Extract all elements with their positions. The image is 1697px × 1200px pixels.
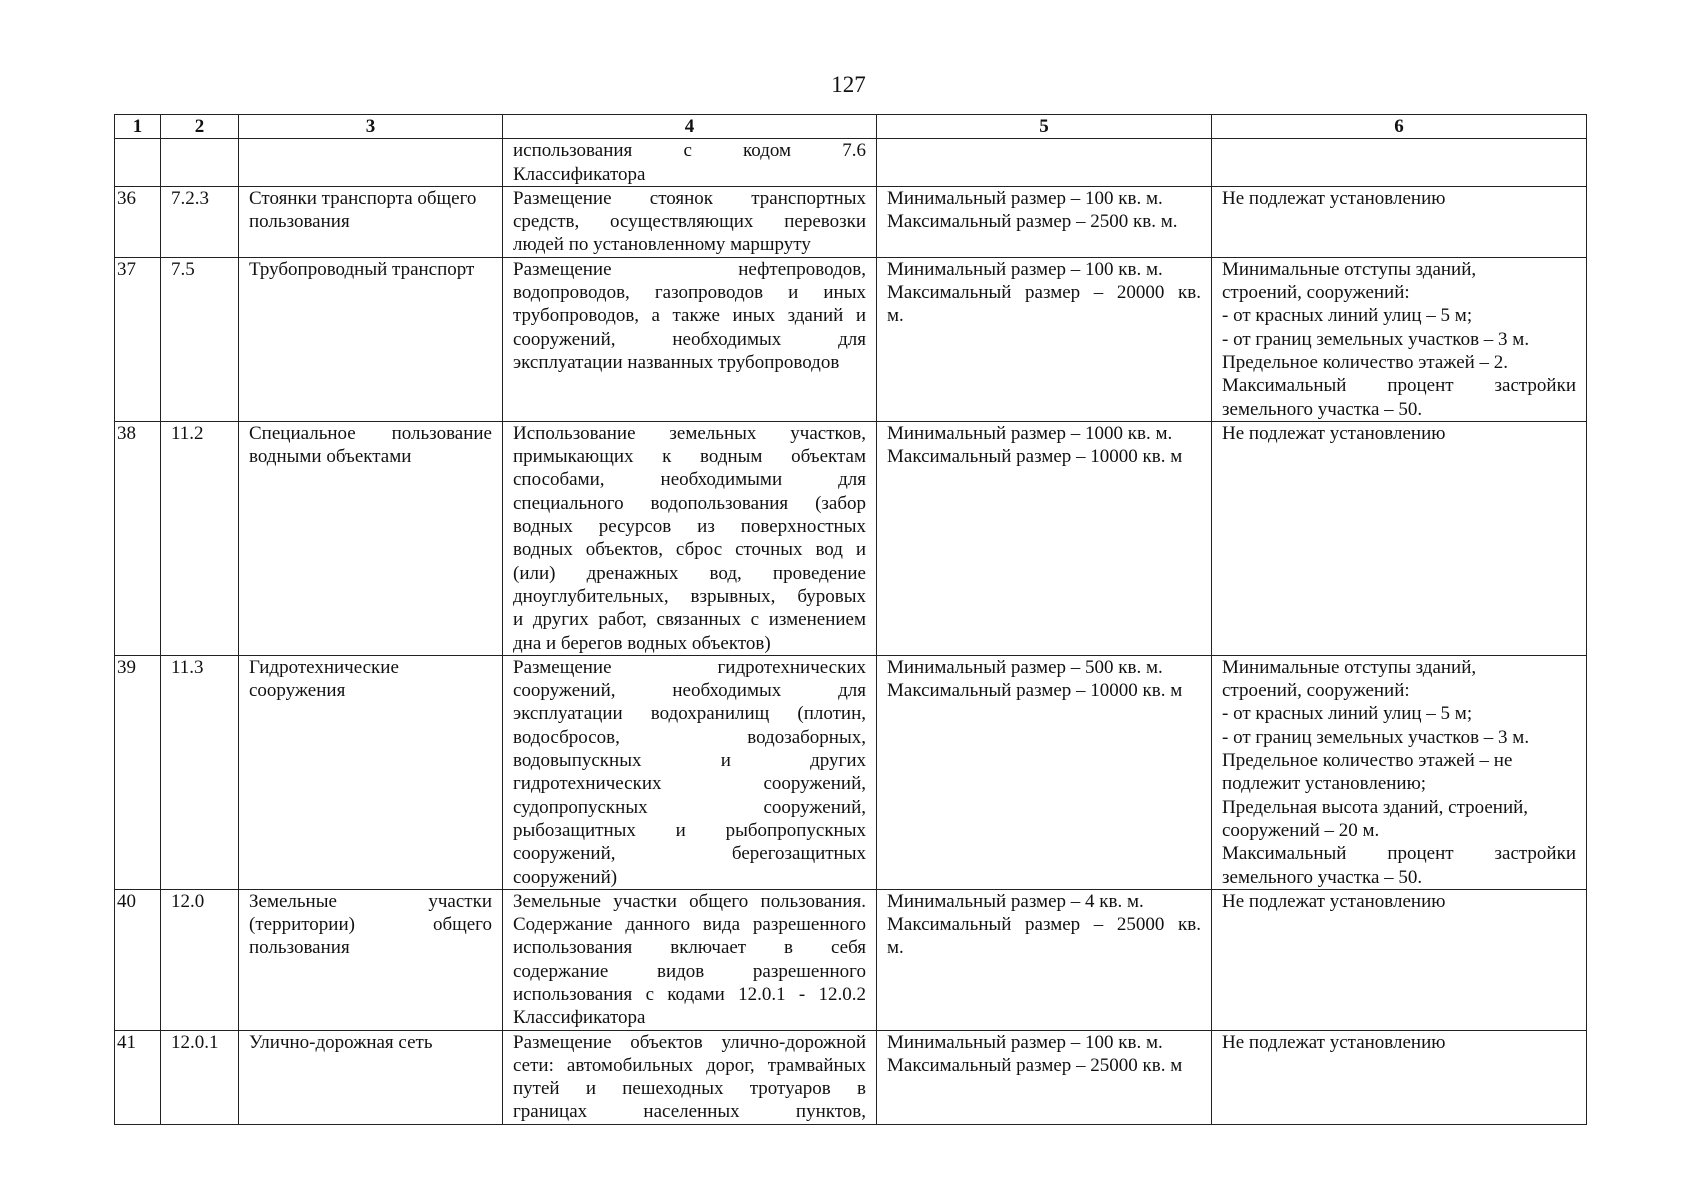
- cell-text-line: - от красных линий улиц – 5 м;: [1222, 305, 1473, 327]
- cell-text-line: строений, сооружений:: [1222, 282, 1410, 304]
- building-parameters-cell: [1212, 1030, 1587, 1124]
- use-description-cell: [503, 139, 877, 187]
- header-col-5: 5: [877, 115, 1212, 139]
- cell-text-line: Минимальный размер – 4 кв. м.: [887, 890, 1144, 912]
- cell-text-line: сооружений, необходимых для: [513, 680, 866, 702]
- cell-text-line: пользования: [249, 937, 350, 959]
- table-row: [115, 139, 1587, 187]
- table-row: [115, 257, 1587, 421]
- cell-text-line: Минимальные отступы зданий,: [1222, 258, 1477, 280]
- use-type-name-cell: [239, 139, 503, 187]
- cell-text-line: людей по установленному маршруту: [513, 234, 811, 256]
- cell-text-line: Предельная высота зданий, строений,: [1222, 796, 1529, 818]
- building-parameters-cell: [1212, 139, 1587, 187]
- building-parameters-cell: [1212, 421, 1587, 655]
- plot-size-cell: [877, 421, 1212, 655]
- cell-text-line: специального водопользования (забор: [513, 492, 866, 514]
- cell-text-line: Минимальный размер – 1000 кв. м.: [887, 422, 1173, 444]
- header-col-1: 1: [115, 115, 161, 139]
- building-parameters-cell: [1212, 186, 1587, 257]
- cell-text-line: Размещение нефтепроводов,: [513, 258, 866, 280]
- row-number-cell: 39: [115, 655, 161, 889]
- cell-text-line: водосбросов, водозаборных,: [513, 726, 866, 748]
- cell-text-line: границах населенных пунктов,: [513, 1101, 866, 1123]
- cell-text-line: Стоянки транспорта общего: [249, 187, 477, 209]
- cell-text-line: (территории) общего: [249, 914, 492, 936]
- header-col-6: 6: [1212, 115, 1587, 139]
- table-row: [115, 655, 1587, 889]
- cell-text-line: - от границ земельных участков – 3 м.: [1222, 328, 1530, 350]
- cell-text-line: Земельные участки общего пользования.: [513, 890, 866, 912]
- cell-text-line: Гидротехнические: [249, 656, 399, 678]
- table-row: [115, 889, 1587, 1030]
- cell-text-line: пользования: [249, 211, 350, 233]
- header-col-2: 2: [161, 115, 239, 139]
- cell-text-line: Размещение объектов улично-дорожной: [513, 1031, 866, 1053]
- cell-text-line: Максимальный процент застройки: [1222, 375, 1576, 397]
- cell-text-line: гидротехнических сооружений,: [513, 773, 866, 795]
- use-type-name-cell: [239, 1030, 503, 1124]
- cell-text-line: водных ресурсов из поверхностных: [513, 516, 866, 538]
- plot-size-cell: [877, 186, 1212, 257]
- use-type-name-cell: [239, 655, 503, 889]
- building-parameters-cell: [1212, 889, 1587, 1030]
- use-description-cell: [503, 257, 877, 421]
- cell-text-line: подлежит установлению;: [1222, 773, 1427, 795]
- classifier-code-cell: [161, 139, 239, 187]
- use-type-name-cell: [239, 421, 503, 655]
- cell-text-line: - от красных линий улиц – 5 м;: [1222, 703, 1473, 725]
- building-parameters-cell: [1212, 655, 1587, 889]
- row-number-cell: 36: [115, 186, 161, 257]
- cell-text-line: строений, сооружений:: [1222, 680, 1410, 702]
- cell-text-line: Не подлежат установлению: [1222, 422, 1446, 444]
- cell-text-line: сооружений): [513, 866, 618, 888]
- cell-text-line: Специальное пользование: [249, 422, 492, 444]
- classifier-code-cell: 12.0.1: [161, 1030, 239, 1124]
- cell-text-line: Минимальный размер – 100 кв. м.: [887, 258, 1163, 280]
- cell-text-line: сооружения: [249, 680, 346, 702]
- use-type-name-cell: [239, 257, 503, 421]
- cell-text-line: Использование земельных участков,: [513, 422, 866, 444]
- land-use-table: [114, 114, 1587, 1125]
- cell-text-line: трубопроводов, а также иных зданий и: [513, 305, 866, 327]
- cell-text-line: содержание видов разрешенного: [513, 960, 866, 982]
- cell-text-line: эксплуатации названных трубопроводов: [513, 351, 840, 373]
- cell-text-line: водных объектов, сброс сточных вод и: [513, 539, 866, 561]
- cell-text-line: (или) дренажных вод, проведение: [513, 562, 866, 584]
- use-type-name-cell: [239, 186, 503, 257]
- cell-text-line: эксплуатации водохранилищ (плотин,: [513, 703, 866, 725]
- cell-text-line: Максимальный размер – 20000 кв.: [887, 282, 1201, 304]
- cell-text-line: дноуглубительных, взрывных, буровых: [513, 585, 866, 607]
- cell-text-line: использования с кодами 12.0.1 - 12.0.2: [513, 983, 866, 1005]
- cell-text-line: сети: автомобильных дорог, трамвайных: [513, 1054, 866, 1076]
- header-col-3: 3: [239, 115, 503, 139]
- cell-text-line: м.: [887, 937, 904, 959]
- classifier-code-cell: 7.2.3: [161, 186, 239, 257]
- row-number-cell: 40: [115, 889, 161, 1030]
- use-description-cell: [503, 889, 877, 1030]
- cell-text-line: Максимальный размер – 10000 кв. м: [887, 680, 1183, 702]
- cell-text-line: Максимальный размер – 25000 кв. м: [887, 1054, 1183, 1076]
- classifier-code-cell: 7.5: [161, 257, 239, 421]
- cell-text-line: Размещение стоянок транспортных: [513, 187, 866, 209]
- plot-size-cell: [877, 655, 1212, 889]
- cell-text-line: Минимальные отступы зданий,: [1222, 656, 1477, 678]
- table-row: [115, 186, 1587, 257]
- cell-text-line: судопропускных сооружений,: [513, 796, 866, 818]
- table-row: [115, 421, 1587, 655]
- plot-size-cell: [877, 889, 1212, 1030]
- building-parameters-cell: [1212, 257, 1587, 421]
- row-number-cell: 37: [115, 257, 161, 421]
- cell-text-line: дна и берегов водных объектов): [513, 632, 771, 654]
- cell-text-line: Минимальный размер – 100 кв. м.: [887, 187, 1163, 209]
- cell-text-line: Содержание данного вида разрешенного: [513, 914, 866, 936]
- cell-text-line: Не подлежат установлению: [1222, 1031, 1446, 1053]
- cell-text-line: Максимальный размер – 10000 кв. м: [887, 446, 1183, 468]
- cell-text-line: Минимальный размер – 100 кв. м.: [887, 1031, 1163, 1053]
- cell-text-line: сооружений – 20 м.: [1222, 819, 1380, 841]
- table-body: [115, 139, 1587, 1124]
- cell-text-line: Максимальный размер – 25000 кв.: [887, 914, 1201, 936]
- cell-text-line: Не подлежат установлению: [1222, 187, 1446, 209]
- cell-text-line: Минимальный размер – 500 кв. м.: [887, 656, 1163, 678]
- cell-text-line: путей и пешеходных тротуаров в: [513, 1078, 866, 1100]
- cell-text-line: средств, осуществляющих перевозки: [513, 211, 866, 233]
- header-row: [115, 115, 1587, 139]
- cell-text-line: Предельное количество этажей – 2.: [1222, 351, 1509, 373]
- table-row: [115, 1030, 1587, 1124]
- cell-text-line: водопроводов, газопроводов и иных: [513, 282, 866, 304]
- cell-text-line: сооружений, необходимых для: [513, 328, 866, 350]
- cell-text-line: и других работ, связанных с изменением: [513, 609, 866, 631]
- cell-text-line: примыкающих к водным объектам: [513, 446, 866, 468]
- cell-text-line: Классификатора: [513, 1007, 646, 1029]
- cell-text-line: земельного участка – 50.: [1222, 866, 1423, 888]
- use-description-cell: [503, 1030, 877, 1124]
- cell-text-line: Предельное количество этажей – не: [1222, 750, 1513, 772]
- page-number: 127: [831, 72, 866, 97]
- cell-text-line: способами, необходимыми для: [513, 469, 866, 491]
- cell-text-line: Земельные участки: [249, 890, 492, 912]
- cell-text-line: Не подлежат установлению: [1222, 890, 1446, 912]
- use-description-cell: [503, 655, 877, 889]
- cell-text-line: рыбозащитных и рыбопропускных: [513, 819, 866, 841]
- cell-text-line: использования включает в себя: [513, 937, 866, 959]
- classifier-code-cell: 11.2: [161, 421, 239, 655]
- cell-text-line: использования с кодом 7.6: [513, 140, 866, 162]
- cell-text-line: земельного участка – 50.: [1222, 398, 1423, 420]
- cell-text-line: Улично-дорожная сеть: [249, 1031, 433, 1053]
- cell-text-line: м.: [887, 305, 904, 327]
- cell-text-line: сооружений, берегозащитных: [513, 843, 866, 865]
- cell-text-line: Максимальный процент застройки: [1222, 843, 1576, 865]
- cell-text-line: Размещение гидротехнических: [513, 656, 866, 678]
- row-number-cell: 41: [115, 1030, 161, 1124]
- classifier-code-cell: 11.3: [161, 655, 239, 889]
- cell-text-line: - от границ земельных участков – 3 м.: [1222, 726, 1530, 748]
- row-number-cell: 38: [115, 421, 161, 655]
- cell-text-line: Трубопроводный транспорт: [249, 258, 475, 280]
- header-col-4: 4: [503, 115, 877, 139]
- classifier-code-cell: 12.0: [161, 889, 239, 1030]
- cell-text-line: водными объектами: [249, 446, 412, 468]
- plot-size-cell: [877, 257, 1212, 421]
- plot-size-cell: [877, 1030, 1212, 1124]
- use-description-cell: [503, 186, 877, 257]
- row-number-cell: [115, 139, 161, 187]
- cell-text-line: Классификатора: [513, 163, 646, 185]
- cell-text-line: водовыпускных и других: [513, 750, 866, 772]
- cell-text-line: Максимальный размер – 2500 кв. м.: [887, 211, 1178, 233]
- plot-size-cell: [877, 139, 1212, 187]
- use-type-name-cell: [239, 889, 503, 1030]
- use-description-cell: [503, 421, 877, 655]
